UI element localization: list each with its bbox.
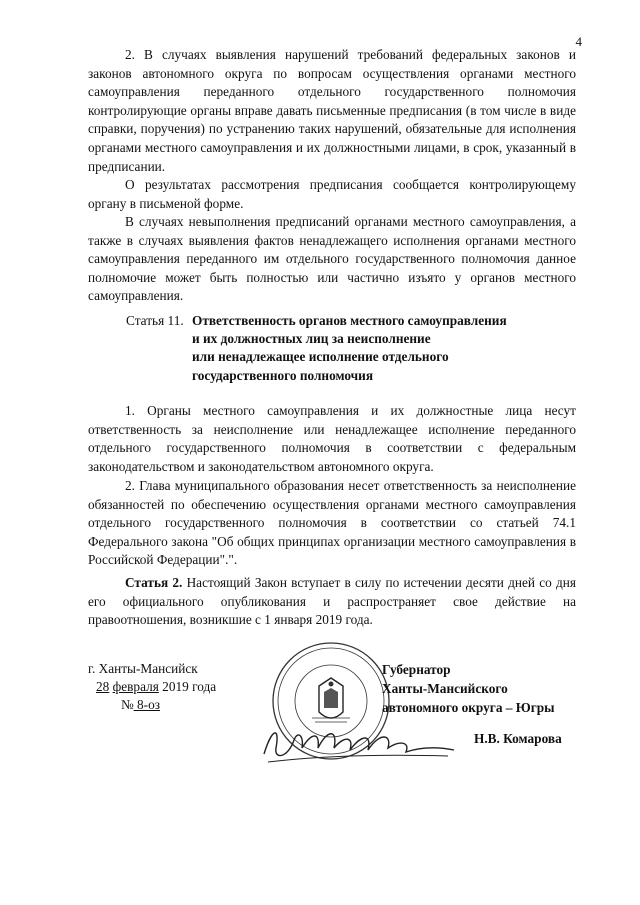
article-2-text: Настоящий Закон вступает в силу по истечении десяти дней со дня его официального опубликования и распространяет свое действие на правоотношения, возникшие с 1 января 2019 года. [88,575,577,628]
governor-title: Губернатор Ханты-Мансийского автономного округа – Югры [382,662,555,715]
paragraph-non-fulfillment: В случаях невыполнения предписаний органами местного самоуправления, а также в случаях выявления фактов ненадлежащего исполнения органами местного самоуправления переданного им отдельного государственного полномочия данное полномочие может быть полностью или частично изъято у органов местного самоуправления. [88,214,576,304]
number-value: 8-оз [133,697,160,712]
handwritten-signature [258,718,458,768]
article-11-paragraph-1: 1. Органы местного самоуправления и их должностные лица несут ответственность за неисполнение или ненадлежащее исполнение переданного отдельного государственного полномочия в соответствии с федеральным законодательством и законодательством автономного округа. [88,403,576,474]
signing-date [96,679,216,695]
governor-name: Н.В. Комарова [474,731,562,746]
signing-place: г. Ханты-Мансийск [88,661,198,676]
article-2-label: Статья 2. [125,575,183,590]
paragraph-violations: 2. В случаях выявления нарушений требований федеральных законов и законов автономного округа по вопросам осуществления органами местного самоуправления переданного отдельного государственного полномочия контролирующие органы вправе давать письменные предписания (в том числе в виде справки, поручения) по устранению таких нарушений, обязательные для исполнения органами местного самоуправления и их должностными лицами, в срок, указанный в предписании. [88,47,576,174]
date-day: 28 [96,679,110,694]
article-11-title: Ответственность органов местного самоуправления и их должностных лиц за неисполнение или ненадлежащее исполнение отдельного государственного полномочия [192,313,507,383]
article-11-label: Статья 11. [126,313,184,328]
number-prefix: № [121,697,134,712]
law-number [121,697,160,713]
article-11-paragraph-2: 2. Глава муниципального образования несет ответственность за неисполнение обязанностей по обеспечению осуществления органами местного самоуправления отдельного государственного полномочия в соответствии со статьей 74.1 Федерального закона "Об общих принципах организации местного самоуправления в Российской Федерации".". [88,478,576,568]
page-number: 4 [575,34,582,49]
paragraph-results: О результатах рассмотрения предписания сообщается контролирующему органу в письменой форме. [88,177,576,211]
article-2-paragraph [88,574,576,630]
date-month: февраля [112,679,159,694]
date-year: 2019 года [158,679,217,694]
